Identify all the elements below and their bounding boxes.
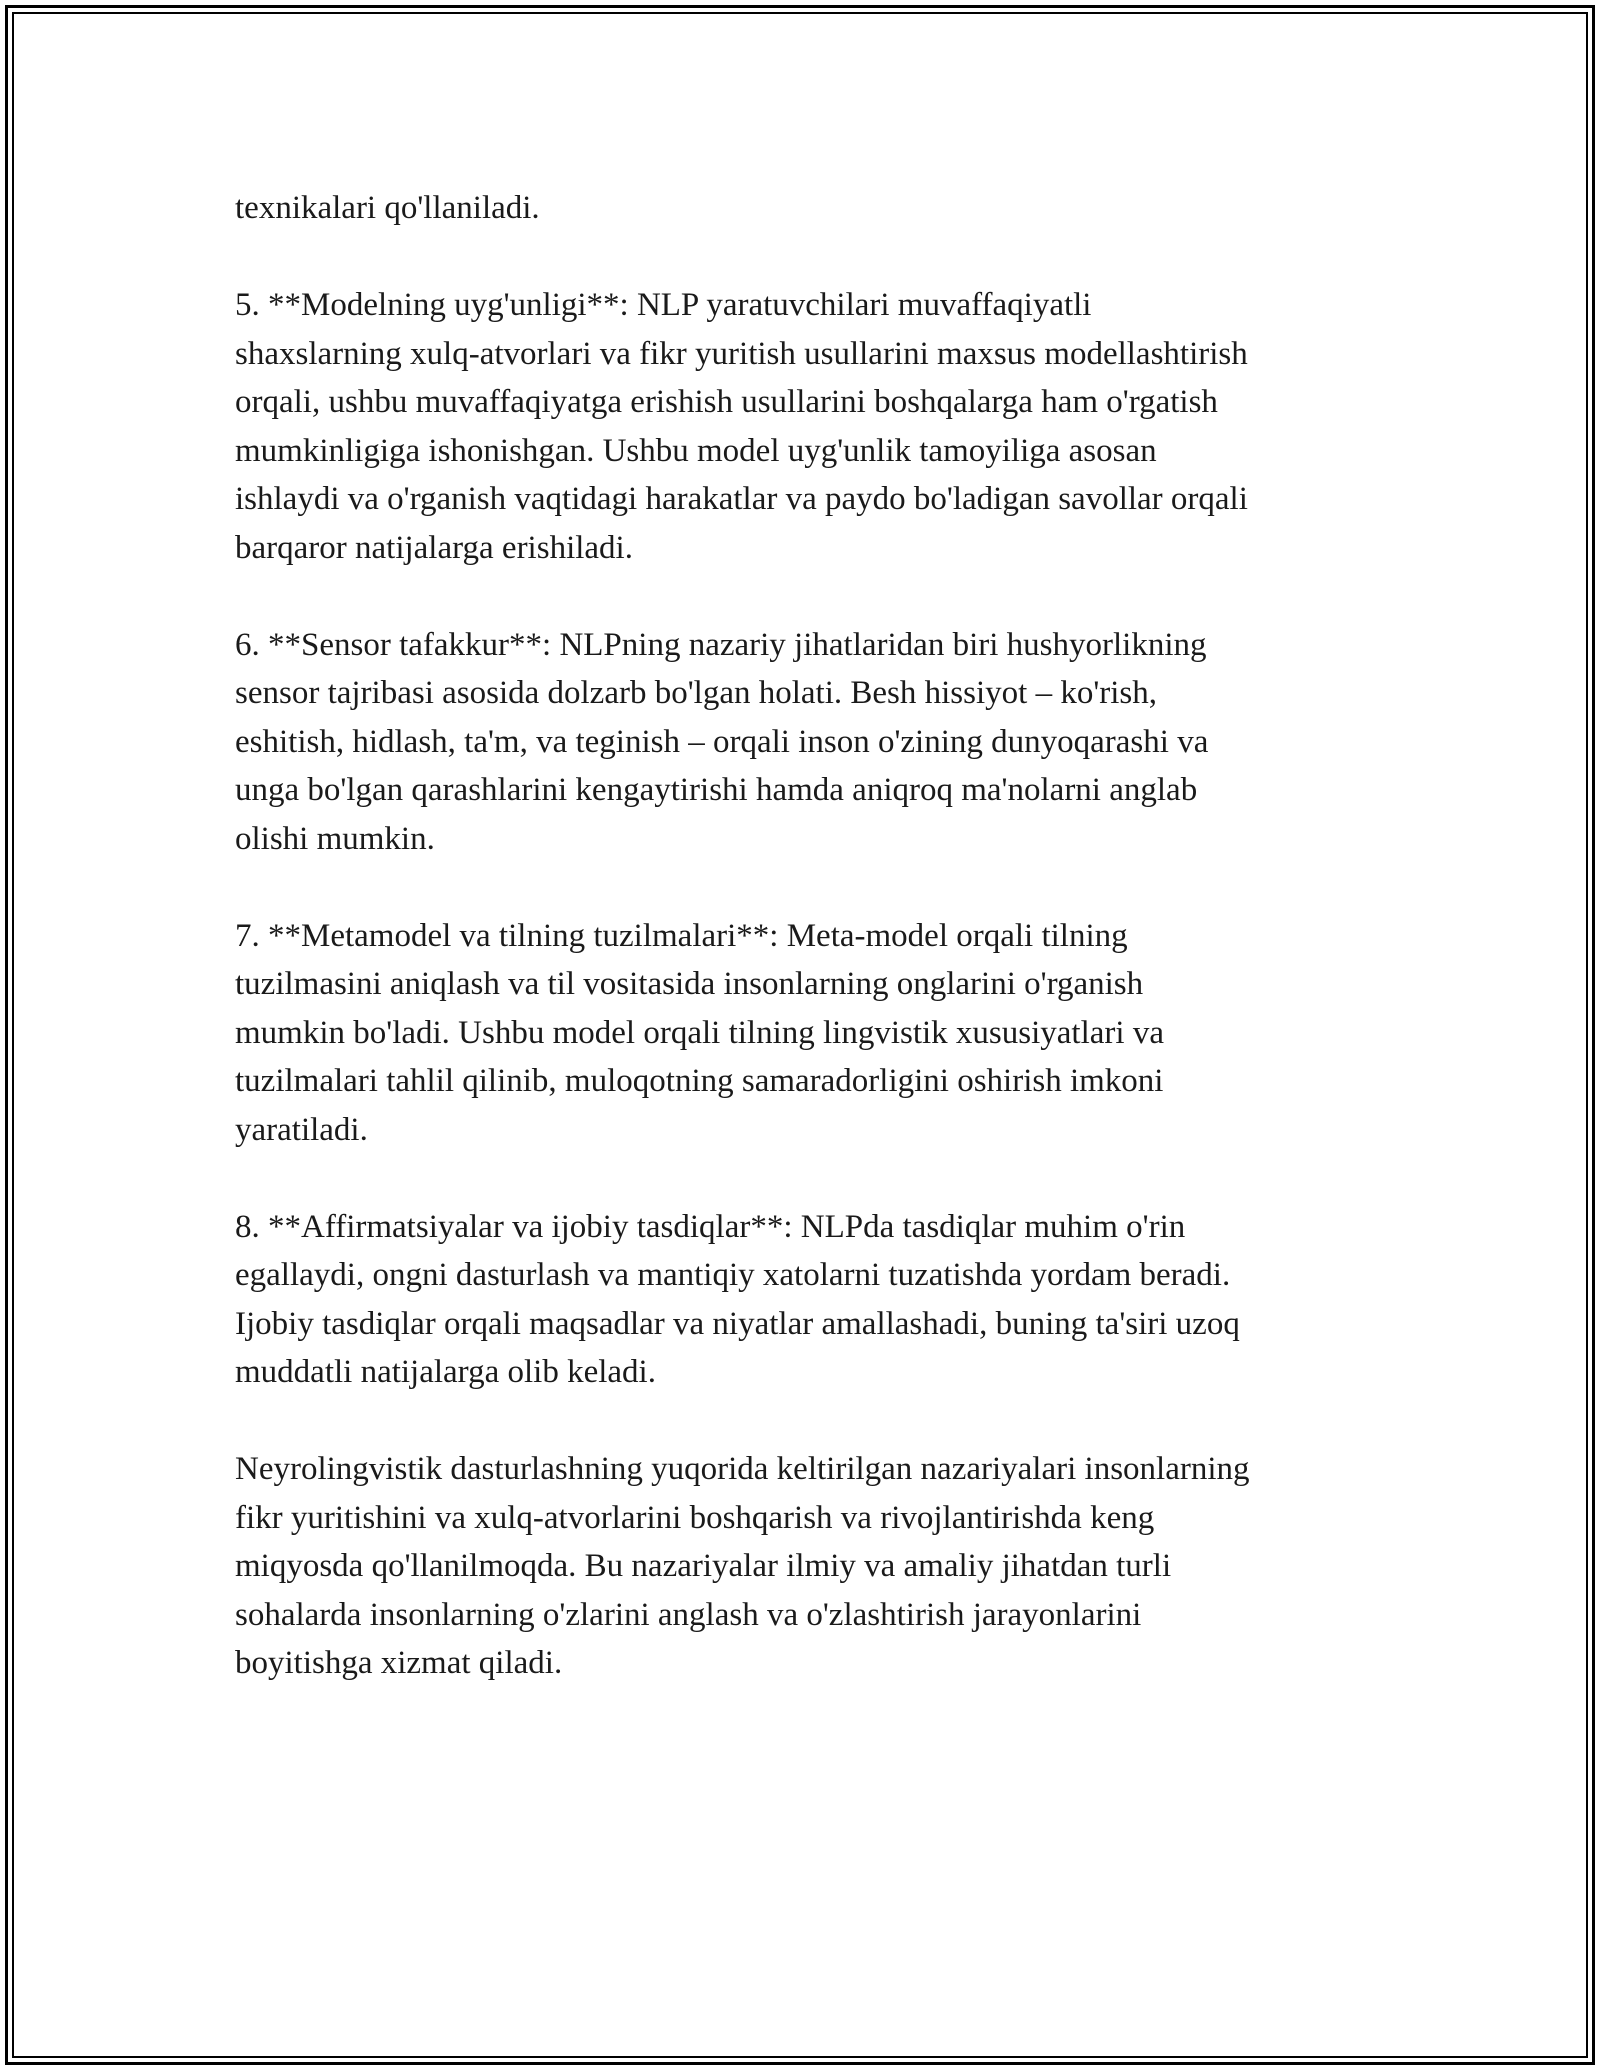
- paragraph-affirmatsiyalar: 8. **Affirmatsiyalar va ijobiy tasdiqlar**: NLPda tasdiqlar muhim o'rin egallaydi, ongni dasturlash va mantiqiy xatolarni tuzatishda yordam beradi. Ijobiy tasdiqlar orqali maqsadlar va niyatlar amallashadi, buning ta'siri uzoq muddatli natijalarga olib keladi.: [235, 1208, 1240, 1390]
- paragraph-modelning-uygunligi: 5. **Modelning uyg'unligi**: NLP yaratuvchilari muvaffaqiyatli shaxslarning xulq-atvorlari va fikr yuritish usullarini maxsus modellashtirish orqali, ushbu muvaffaqiyatga erishish usullarini boshqalarga ham o'rgatish mumkinligiga ishonishgan. Ushbu model uyg'unlik tamoyiliga asosan ishlaydi va o'rganish vaqtidagi harakatlar va paydo bo'ladigan savollar orqali barqaror natijalarga erishiladi.: [235, 287, 1248, 566]
- paragraph-continuation: texnikalari qo'llaniladi.: [235, 190, 540, 226]
- document-body: [235, 184, 1375, 1736]
- paragraph-conclusion: Neyrolingvistik dasturlashning yuqorida keltirilgan nazariyalari insonlarning fikr yuritishini va xulq-atvorlarini boshqarish va rivojlantirishda keng miqyosda qo'llanilmoqda. Bu nazariyalar ilmiy va amaliy jihatdan turli sohalarda insonlarning o'zlarini anglash va o'zlashtirish jarayonlarini boyitishga xizmat qiladi.: [235, 1451, 1250, 1681]
- paragraph-metamodel: 7. **Metamodel va tilning tuzilmalari**: Meta-model orqali tilning tuzilmasini aniqlash va til vositasida insonlarning onglarini o'rganish mumkin bo'ladi. Ushbu model orqali tilning lingvistik xususiyatlari va tuzilmalari tahlil qilinib, muloqotning samaradorligini oshirish imkoni yaratiladi.: [235, 917, 1164, 1148]
- paragraph-sensor-tafakkur: 6. **Sensor tafakkur**: NLPning nazariy jihatlaridan biri hushyorlikning sensor tajribasi asosida dolzarb bo'lgan holati. Besh hissiyot – ko'rish, eshitish, hidlash, ta'm, va teginish – orqali inson o'zining dunyoqarashi va unga bo'lgan qarashlarini kengaytirishi hamda aniqroq ma'nolarni anglab olishi mumkin.: [235, 626, 1209, 857]
